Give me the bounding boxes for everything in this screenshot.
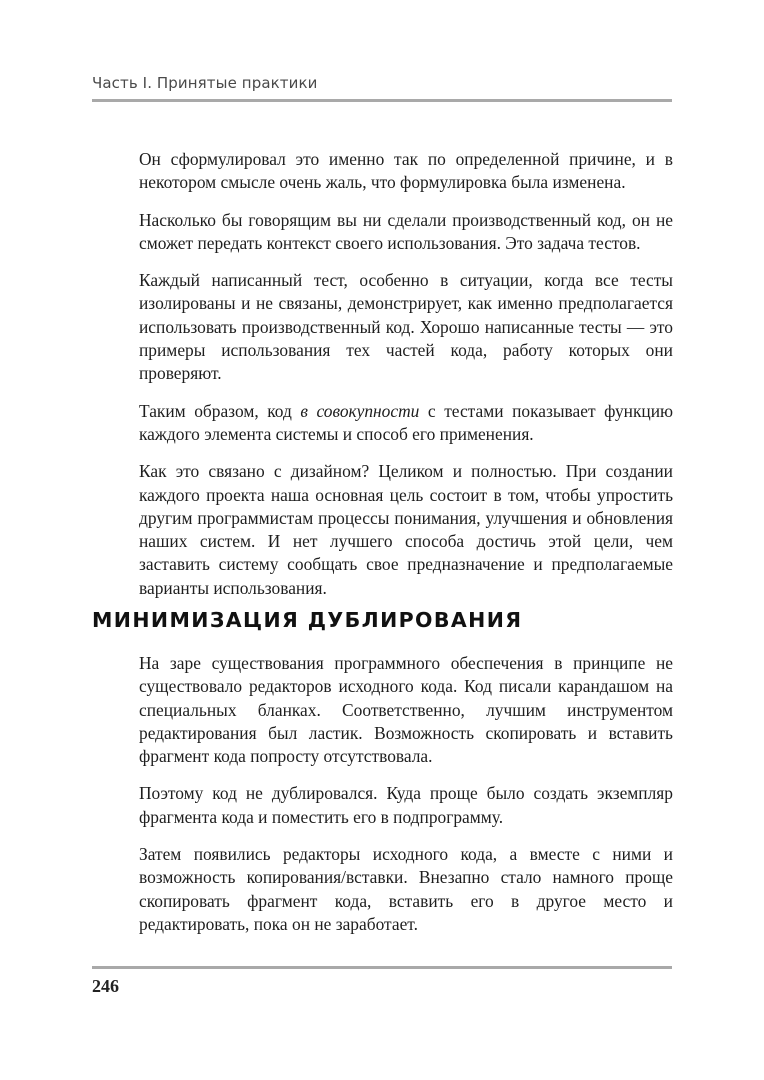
- paragraph-text: Таким образом, код: [139, 400, 301, 421]
- paragraph: Как это связано с дизайном? Целиком и полностью. При создании каждого проекта наша основная цель состоит в том, чтобы упростить другим программистам процессы понимания, улучшения и обновления наших систем. И нет лучшего способа достичь этой цели, чем заставить систему сообщать свое предназначение и предполагаемые варианты использования.: [139, 461, 673, 598]
- section-1-body: [139, 148, 673, 614]
- paragraph-text: с тестами показывает функцию каждого элемента системы и способ его применения.: [139, 400, 673, 444]
- paragraph: Он сформулировал это именно так по определенной причине, и в некотором смысле очень жаль, что формулировка была изменена.: [139, 149, 673, 193]
- section-heading: МИНИМИЗАЦИЯ ДУБЛИРОВАНИЯ: [92, 608, 523, 632]
- paragraph: На заре существования программного обеспечения в принципе не существовало редакторов исходного кода. Код писали карандашом на специальных бланках. Соответственно, лучшим инструментом редактирования был ластик. Возможность скопировать и вставить фрагмент кода попросту отсутствовала.: [139, 653, 673, 767]
- paragraph: Затем появились редакторы исходного кода, а вместе с ними и возможность копирования/вставки. Внезапно стало намного проще скопировать фрагмент кода, вставить его в другое место и редактировать, пока он не заработает.: [139, 844, 673, 934]
- page-number: 246: [92, 976, 119, 996]
- paragraph: Каждый написанный тест, особенно в ситуации, когда все тесты изолированы и не связаны, демонстрирует, как именно предполагается использовать производственный код. Хорошо написанные тесты — это примеры использования тех частей кода, работу которых они проверяют.: [139, 270, 673, 384]
- paragraph: Поэтому код не дублировался. Куда проще было создать экземпляр фрагмента кода и поместить его в подпрограмму.: [139, 783, 673, 827]
- emphasis-text: в совокупности: [300, 400, 420, 421]
- running-head: Часть I. Принятые практики: [92, 74, 318, 92]
- footer-rule: [92, 966, 672, 969]
- header-rule: [92, 99, 672, 102]
- section-2-body: [139, 652, 673, 950]
- paragraph-with-emphasis: [139, 400, 673, 447]
- paragraph: Насколько бы говорящим вы ни сделали производственный код, он не сможет передать контекст своего использования. Это задача тестов.: [139, 209, 673, 253]
